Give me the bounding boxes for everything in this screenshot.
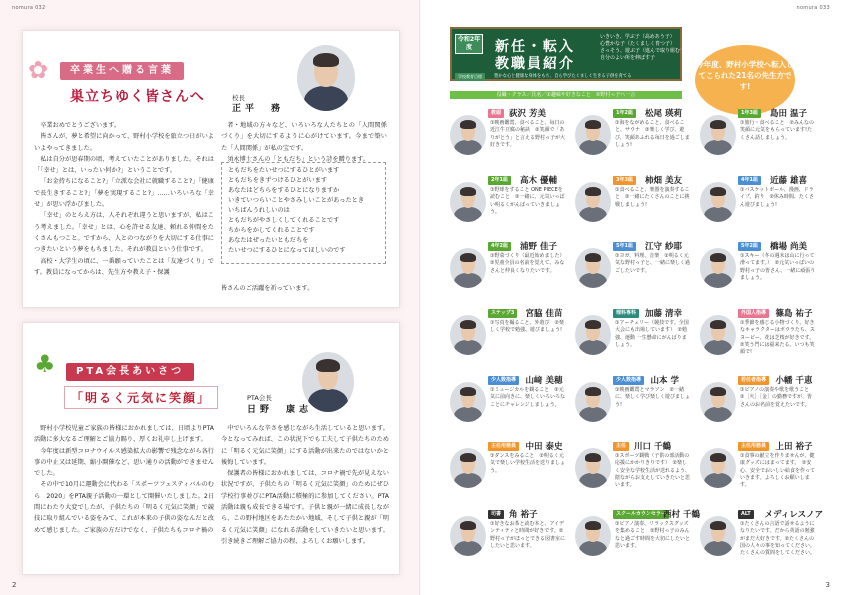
teacher-name: 松尾 瑛莉: [645, 109, 682, 119]
teacher-photo: [450, 115, 486, 155]
teacher-role-badge: 理科専科: [613, 309, 639, 318]
teacher-name: 山﨑 美穂: [525, 376, 563, 386]
teacher-card: [575, 305, 693, 367]
teacher-description: ①ミュージカルを観ること ②元気に前向きに、楽しくいろいろなことにチャレンジしましょう。: [490, 387, 566, 408]
slogan-line: さっそう、遊ぶ子（進んで取り組む子）: [600, 48, 691, 54]
title-line-2: 教職員紹介: [495, 56, 575, 72]
teacher-photo: [450, 382, 486, 422]
teacher-role-badge: 司書: [488, 510, 504, 519]
teacher-description: ①たくさんの言語で話せるようになりたいです。だから英語の勉強がまだ大好きです。②たくさんの国の人々の事を知ってください。たくさんの質問をしてください。: [740, 521, 816, 557]
teacher-role-badge: 2年1組: [488, 176, 511, 185]
page-header: nomura 032: [12, 5, 46, 11]
teacher-card: [700, 172, 818, 234]
paragraph: 者・地域の方々など、いろいろな人たちとの「人間関係づくり」を大切にするように心がけています。今まで築いた「人間関係」が私の宝です。: [221, 122, 387, 152]
teacher-name: 中田 泰史: [525, 442, 563, 452]
teacher-photo: [575, 248, 611, 288]
teacher-role-badge: 若任者指導: [738, 376, 769, 385]
teacher-description: ①好きなお茶と読む本と、アイデンティティと時間が好きです。②野村っ子がほっとできる図書室にしたいと思います。: [490, 521, 566, 549]
teacher-description: ①ヨガ、料理、音楽 ②明るく元気な野村っ子と、一緒に楽しく過ごしたいです。: [615, 253, 691, 274]
school-slogans: [600, 34, 690, 62]
teacher-role-badge: 少人数指導: [613, 376, 644, 385]
pta-chair-name: 日野 康志: [247, 405, 313, 415]
teacher-description: ①ダンスをみること ②明るく元気で楽しい学校生活を送りましょう。: [490, 453, 566, 474]
teacher-name: 篠島 祐子: [775, 309, 813, 319]
teacher-photo: [450, 248, 486, 288]
graduation-ribbon: 卒業生へ贈る言葉: [60, 62, 184, 80]
page-number: 2: [12, 581, 17, 589]
teacher-name: 角 裕子: [509, 510, 538, 520]
teacher-photo: [450, 182, 486, 222]
teacher-name: 柿畑 美友: [645, 176, 682, 186]
teacher-photo: [575, 315, 611, 355]
cherry-blossom-icon: ✿: [28, 56, 49, 84]
teacher-card: [575, 372, 693, 434]
teacher-role-badge: 5年1組: [613, 242, 636, 251]
school-motto: 豊かな心と健康な身体をもち、自ら学びたくましく生きる子供を育てる: [494, 74, 632, 79]
teacher-role-badge: 4年1組: [738, 176, 761, 185]
teacher-card: [450, 105, 568, 167]
teacher-card: [700, 238, 818, 300]
graduation-headline: 巣立ちゆく皆さんへ: [70, 89, 205, 105]
teacher-name: 小幡 千恵: [775, 376, 813, 386]
paragraph: 今年度は新型コロナウイルス感染拡大の影響で残念ながら各行事の中止又は延期、縮小開催など、思い通りの活動ができませんでした。: [34, 447, 214, 478]
teacher-name: 近藤 雄喜: [770, 176, 807, 186]
paragraph: 「幸せ」のとらえ方は、人それぞれ違うと思いますが、私はこう考えました。「幸せ」とは、心を許せる友達、頼れる仲間をたくさんもつこと。ですから、人とのつながりを大切にする仕事につきたいという夢をもちました。それが教員という仕事です。: [34, 212, 214, 254]
teacher-role-badge: 1年2組: [613, 109, 636, 118]
teacher-description: ①映画鑑賞、食べること、毎日の近江牛豆腐の秘訣 ②笑顔で「ありがとう」と言える野村っ子が大好きです。: [490, 120, 566, 148]
slogan-line: 自分のよい所を伸ばす子: [600, 55, 656, 61]
teacher-photo: [575, 182, 611, 222]
teacher-photo: [700, 315, 736, 355]
clover-icon: ♣: [34, 350, 56, 378]
teacher-description: ①アーチェリー（競技です。全国大会にも出場しています） ②勉強、運動 一生懸命にがんばりましょう。: [615, 320, 689, 348]
teacher-card: [575, 438, 693, 500]
teacher-name: 荻沢 芳美: [509, 109, 546, 119]
teacher-role-badge: 教頭: [488, 109, 504, 118]
teacher-description: ①ピアノ演奏、リラックスグッズを集めること ②野村っ子のみんなと過ごす時間を大切にしたいと思います。: [615, 521, 691, 549]
teacher-name: 山本 学: [650, 376, 679, 386]
teacher-card: [450, 372, 568, 434]
graduation-column-2: [221, 120, 387, 165]
teacher-name: 橋場 尚美: [770, 242, 807, 252]
pta-column-2: [221, 423, 389, 547]
teacher-photo: [575, 382, 611, 422]
teacher-photo: [450, 315, 486, 355]
poem-box: [221, 162, 386, 264]
teacher-card: [700, 372, 818, 434]
poem-line: たいせつにするひとになってほしいのです: [228, 247, 346, 254]
year-badge: 令和2年度: [455, 34, 483, 54]
teacher-card: [450, 238, 568, 300]
paragraph: 保護者の皆様におかれましては、コロナ禍で先が見えない状況ですが、子供たちの「明るく元気に笑顔」のためにぜひ学校行事並びにPTA活動に積極的に参加してください。PTA活動は親も成長できる場です。子供と親が一緒に成長しながら、この野村地区をあたたかい地域、そして子供と親が「明るく元気に笑顔」になれる活動をしていきたいと思います。引き続きご理解ご協力の程、よろしくお願いします。: [221, 470, 389, 545]
paragraph: 高校・大学生の頃に、一番願っていたことは「友達づくり」です。教員になってからは、先生方や教え子・保護: [34, 257, 214, 276]
teacher-description: ①季節を感じる小物づくり、好きなキャラクターはボウラたち、スヌーピー、花は芝桜が好きです。②笑う門には福来たる。いつも笑顔で!: [740, 320, 815, 356]
teacher-name: メディレスノア: [764, 510, 824, 520]
teacher-photo: [700, 248, 736, 288]
principal-name: 正平 務: [232, 104, 285, 114]
paragraph: 皆さんが、夢と希望に向かって、野村小学校を旅立つ日がいよいよやってきました。: [34, 133, 214, 152]
teacher-role-badge: 3年3組: [613, 176, 636, 185]
pta-chair-role: PTA会長: [247, 394, 272, 402]
teacher-card: [700, 506, 824, 568]
teacher-description: ①スキー（冬の週末は山に行って滑ってます。） ②元気いっぱいの野村っ子の皆さん、一緒に頑張りましょう。: [740, 253, 816, 281]
teacher-photo: [450, 516, 486, 556]
poem-line: いちばんうれしいのは: [228, 207, 290, 214]
paragraph: 中でいろんな辛さを感じながら生活していると思います。今となってみれば、この状況下でも工夫して子供たちのために「明るく元気に笑顔」にする活動が出来たのではないかと後悔しています。: [221, 425, 389, 466]
poem-line: いきていつらいことやさみしいことがあったとき: [228, 197, 365, 204]
poem-line: ともだちをたいせつにするひとがいます: [228, 167, 340, 174]
teacher-name: 浦野 佳子: [520, 242, 557, 252]
teacher-role-badge: ステップ3: [488, 309, 517, 318]
teacher-card: [450, 305, 568, 367]
teacher-name: 西村 千鶴: [663, 510, 700, 520]
paragraph: 私は自分が思春期の頃、考えていたことがありました。それは「「幸せ」とは、いったい何か?」ということです。: [34, 155, 214, 175]
teacher-role-badge: 主任用務員: [738, 442, 769, 451]
teacher-photo: [700, 448, 736, 488]
teacher-role-badge: 4年2組: [488, 242, 511, 251]
teacher-photo: [700, 115, 736, 155]
teacher-role-badge: ALT: [738, 510, 754, 519]
teacher-name: 江守 紗耶: [645, 242, 682, 252]
pta-ribbon: PTA会長あいさつ: [66, 363, 194, 381]
teacher-card: [700, 105, 818, 167]
poem-line: あなたはぜったいともだちを: [228, 237, 309, 244]
paragraph: 野村小学校児童ご家族の皆様におかれましては、日頃よりPTA活動に多大なるご理解とご協力賜り、厚くお礼申し上げます。: [34, 425, 214, 444]
paragraph: 須永博士さんの「ともだち」という詩を贈ります。: [227, 155, 370, 163]
teacher-photo: [700, 382, 736, 422]
teacher-card: [575, 105, 693, 167]
teacher-card: [450, 438, 568, 500]
teacher-description: ①写真を撮ること、外遊び ②楽しく学校で勉強、遊びましょう!: [490, 320, 564, 334]
teacher-card: [575, 506, 700, 568]
poem-line: あなたはどちらをするひとになりますか: [228, 187, 340, 194]
principal-photo: [297, 45, 355, 111]
teacher-card: [450, 172, 568, 234]
teacher-name: 加藤 清幸: [645, 309, 682, 319]
teacher-description: ①食事の献立を作りませんが、健康グッズにはまってます。 ②安心、安全でおいしい給食を作っていきます。よろしくお願いします。: [740, 453, 816, 489]
teacher-photo: [700, 516, 736, 556]
teacher-name: 宮脇 佳苗: [525, 309, 563, 319]
motto-label: 学校教育目標: [455, 73, 485, 81]
page-number: 3: [825, 581, 830, 589]
teacher-card: [450, 506, 568, 568]
page-header: nomura 033: [796, 5, 830, 11]
teacher-role-badge: 外国人指導: [738, 309, 769, 318]
pta-headline: 「明るく元気に笑顔」: [64, 386, 218, 409]
teacher-card: [575, 172, 693, 234]
poem-line: ともだちがやさしくしてくれることです: [228, 217, 340, 224]
teacher-description: ①野球をすること ONE PIECEを読むこと ②一緒に、元気いっぱい明るくがんばっていきましょう。: [490, 187, 565, 215]
teacher-description: ①ピアノの演奏や歌を歌うこと ②［火］［金］の勤務ですが、皆さんのお名前を覚えたいです。: [740, 387, 815, 408]
teacher-role-badge: 主任: [613, 442, 629, 451]
teacher-role-badge: 1年3組: [738, 109, 761, 118]
teacher-description: ①旅行・食べること ②みんなの笑顔に元気をもらっています!たくさん話しましょう。: [740, 120, 814, 141]
teacher-photo: [700, 182, 736, 222]
legend-bar: 役職・クラス／氏名／①趣味や好きなこと ②野村っ子へ一言: [450, 91, 682, 99]
teacher-card: [575, 238, 693, 300]
teacher-name: 上田 裕子: [775, 442, 813, 452]
slogan-line: 心豊かな子（たくましく育つ子）: [600, 41, 676, 47]
teacher-description: ①バスケットボール、漫画、ドライブ、釣り ②休み時間、たくさん遊びましょう!: [740, 187, 814, 208]
paragraph: 卒業おめでとうございます。: [40, 122, 121, 129]
slogan-line: いきいき、学ぶ子（高めあう子）: [600, 34, 675, 40]
poem-line: ちからをかしてくれることです: [228, 227, 315, 234]
teacher-description: ①野菜づくり（最近始めました） ②児童全員の名前を覚えて、みなさんと仲良くなりたいです。: [490, 253, 567, 274]
teacher-card: [700, 438, 818, 500]
teacher-card: [700, 305, 818, 367]
teacher-photo: [450, 448, 486, 488]
teacher-photo: [575, 516, 611, 556]
teacher-role-badge: 少人数指導: [488, 376, 519, 385]
poem-line: ともだちをきずつけるひとがいます: [228, 177, 327, 184]
paragraph: 「お金持ちになること?」「立派な会社に就職すること?」「健康で長生きすること?」「夢を実現すること?」……いろいろな「幸せ」が思い浮かびました。: [34, 178, 214, 209]
teacher-role-badge: 5年2組: [738, 242, 761, 251]
teacher-photo: [575, 115, 611, 155]
teacher-description: ①スポーツ観戦（子供の部活動の応援にかかりきりです） ②楽しく安全な学校生活が送れるよう、陰ながらお支えしていきたいと思います。: [615, 453, 691, 489]
paragraph: その中で10月に運動会に代わる「スポーツフェスティバルのむら 2020」をPTA親子活動の一環として開催いたしました。2日間にわたり大変でしたが、子供たちの「明るく元気に笑顔」で競技に取り組んでいる姿をみて、これが本来の子供の姿なんだと改めて感じました。ご家族の方だけでなく、子供たちもコロナ禍の: [34, 481, 214, 534]
teacher-role-badge: スクールカウンセラー: [613, 510, 669, 519]
teacher-description: ①海をながめること、食べること、サウナ ②楽しく学び、遊び、笑顔あふれる毎日を過ごしましょう!: [615, 120, 690, 148]
graduation-column-1: [34, 120, 214, 278]
intro-bubble: 今年度、野村小学校へ転入してこられた21名の先生方です!: [695, 45, 795, 115]
principal-role: 校長: [232, 94, 245, 102]
teacher-description: ①食べること、楽器を演奏すること ②一緒にたくさんのことに挑戦しましょう!: [615, 187, 690, 208]
teacher-name: 川口 千鶴: [634, 442, 671, 452]
teacher-name: 高木 優輔: [520, 176, 557, 186]
teacher-role-badge: 主任用務員: [488, 442, 519, 451]
teacher-description: ①映画鑑賞とマラソン ②一緒に、楽しく学び楽しく遊びましょう!: [615, 387, 691, 408]
teacher-photo: [575, 448, 611, 488]
pta-column-1: [34, 423, 214, 536]
teacher-name: 島田 温子: [770, 109, 807, 119]
graduation-closing: 皆さんのご活躍を祈っています。: [221, 285, 314, 292]
title-line-1: 新任・転入: [495, 39, 575, 55]
